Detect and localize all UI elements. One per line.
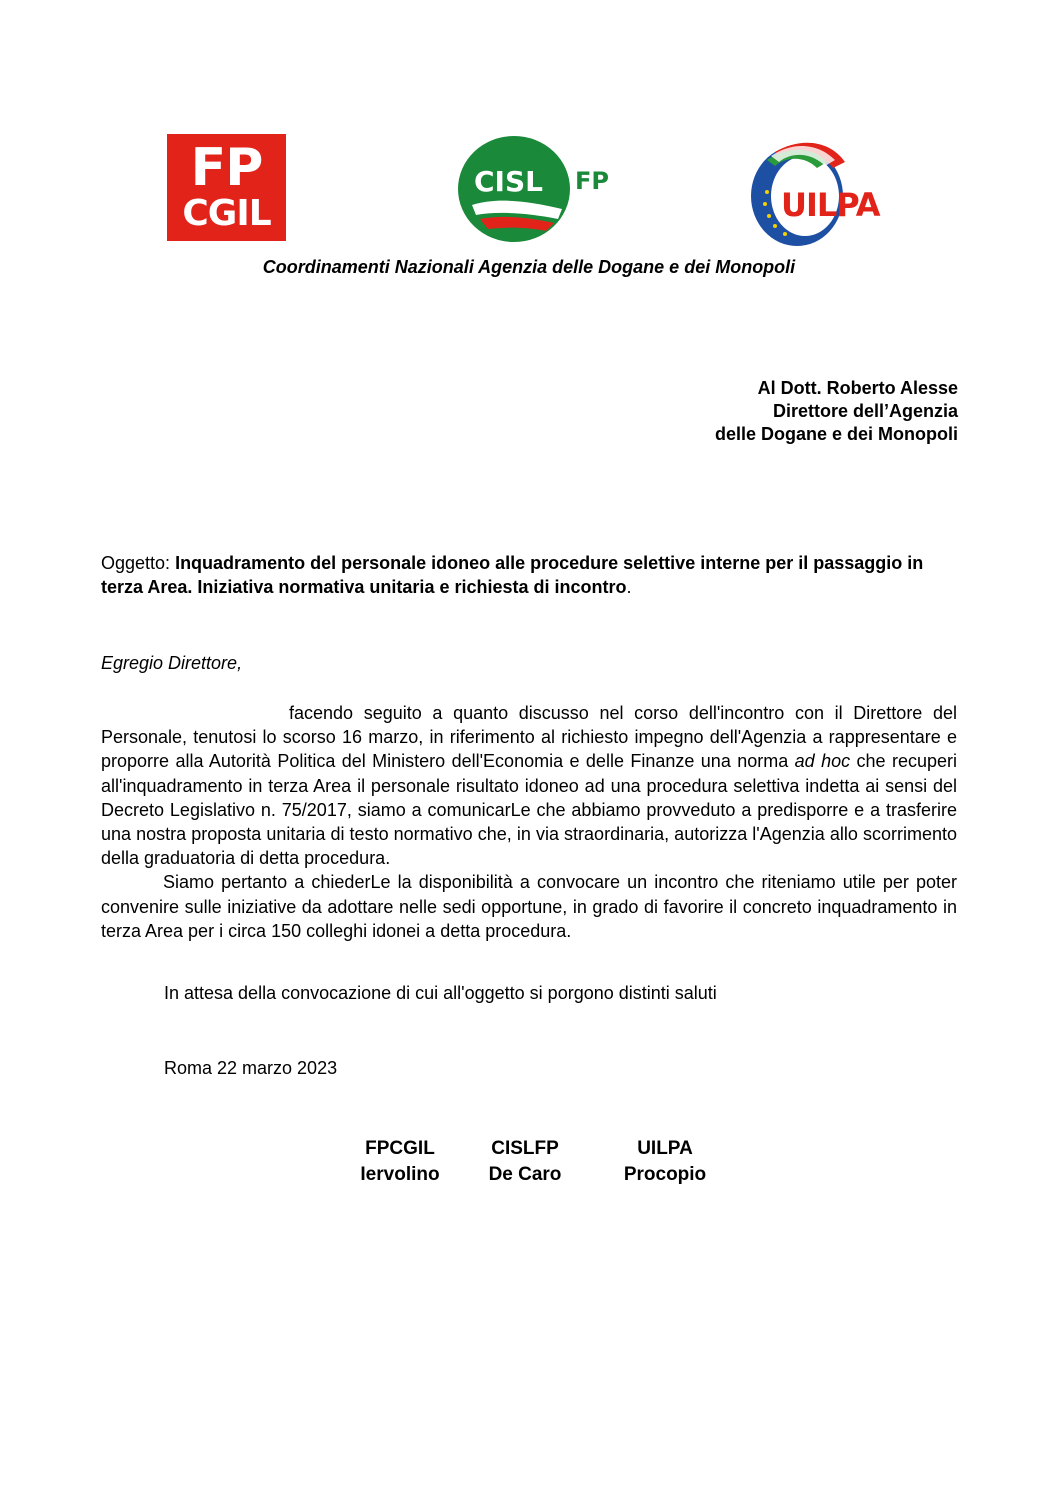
signature-org: FPCGIL xyxy=(365,1138,435,1159)
body-p1-italic: ad hoc xyxy=(794,751,851,772)
subject-label: Oggetto: xyxy=(101,553,176,573)
signature-fpcgil xyxy=(345,1136,455,1188)
subject xyxy=(101,551,957,599)
fpcgil-logo-line2: CGIL xyxy=(182,193,271,234)
signature-name: Iervolino xyxy=(360,1164,440,1185)
uilpa-logo-text: UILPA xyxy=(781,186,880,224)
cislfp-logo xyxy=(458,135,618,243)
signature-name: Procopio xyxy=(623,1164,707,1185)
fpcgil-logo-line1: FP xyxy=(190,138,263,198)
recipient-line-1: Al Dott. Roberto Alesse xyxy=(757,378,958,398)
signature-uilpa xyxy=(610,1136,720,1188)
cislfp-logo-left: CISL xyxy=(474,165,543,198)
signature-org: UILPA xyxy=(637,1138,693,1159)
body-p1-part1: facendo seguito a quanto discusso nel corso dell'incontro con il Direttore del Personale, tenutosi lo scorso 16 marzo, in riferimento al richiesto impegno dell'Agenzia a rappresentare e proporre alla Autorità Politica del Ministero dell'Economia e delle Finanze una norma xyxy=(101,703,957,772)
body-p1-part2: che recuperi all'inquadramento in terza Area il personale risultato idoneo ad una procedura selettiva indetta ai sensi del Decreto Legislativo n. 75/2017, siamo a comunicarLe che abbiamo provveduto a predisporre e a trasferire una nostra proposta unitaria di testo normativo che, in via straordinaria, autorizza l'Agenzia allo scorrimento della graduatoria di detta procedura. xyxy=(101,751,957,869)
uilpa-logo xyxy=(745,132,895,250)
subject-end: . xyxy=(626,577,632,597)
signature-cislfp xyxy=(470,1136,580,1188)
body-paragraph-1 xyxy=(101,701,957,870)
letter-date: Roma 22 marzo 2023 xyxy=(164,1058,338,1078)
signature-org: CISLFP xyxy=(491,1138,559,1159)
recipient-line-2: Direttore dell’Agenzia xyxy=(772,401,958,421)
letter-body xyxy=(101,701,957,943)
signature-name: De Caro xyxy=(488,1164,562,1185)
cislfp-logo-right: FP xyxy=(575,167,609,195)
recipient-line-3: delle Dogane e dei Monopoli xyxy=(714,424,958,444)
subject-text: Inquadramento del personale idoneo alle procedure selettive interne per il passaggio in terza Area. Iniziativa normativa unitaria e richiesta di incontro xyxy=(101,553,924,597)
greeting: Egregio Direttore, xyxy=(101,653,243,673)
closing-line: In attesa della convocazione di cui all'oggetto si porgono distinti saluti xyxy=(164,983,717,1003)
body-paragraph-2: Siamo pertanto a chiederLe la disponibilità a convocare un incontro che riteniamo utile per poter convenire sulle iniziative da adottare nelle sedi opportune, in grado di favorire il concreto inquadramento in terza Area per i circa 150 colleghi idonei a detta procedura. xyxy=(101,872,957,941)
recipient-block xyxy=(715,377,958,446)
fpcgil-logo xyxy=(167,134,286,241)
coordinamenti-heading: Coordinamenti Nazionali Agenzia delle Dogane e dei Monopoli xyxy=(262,257,796,277)
